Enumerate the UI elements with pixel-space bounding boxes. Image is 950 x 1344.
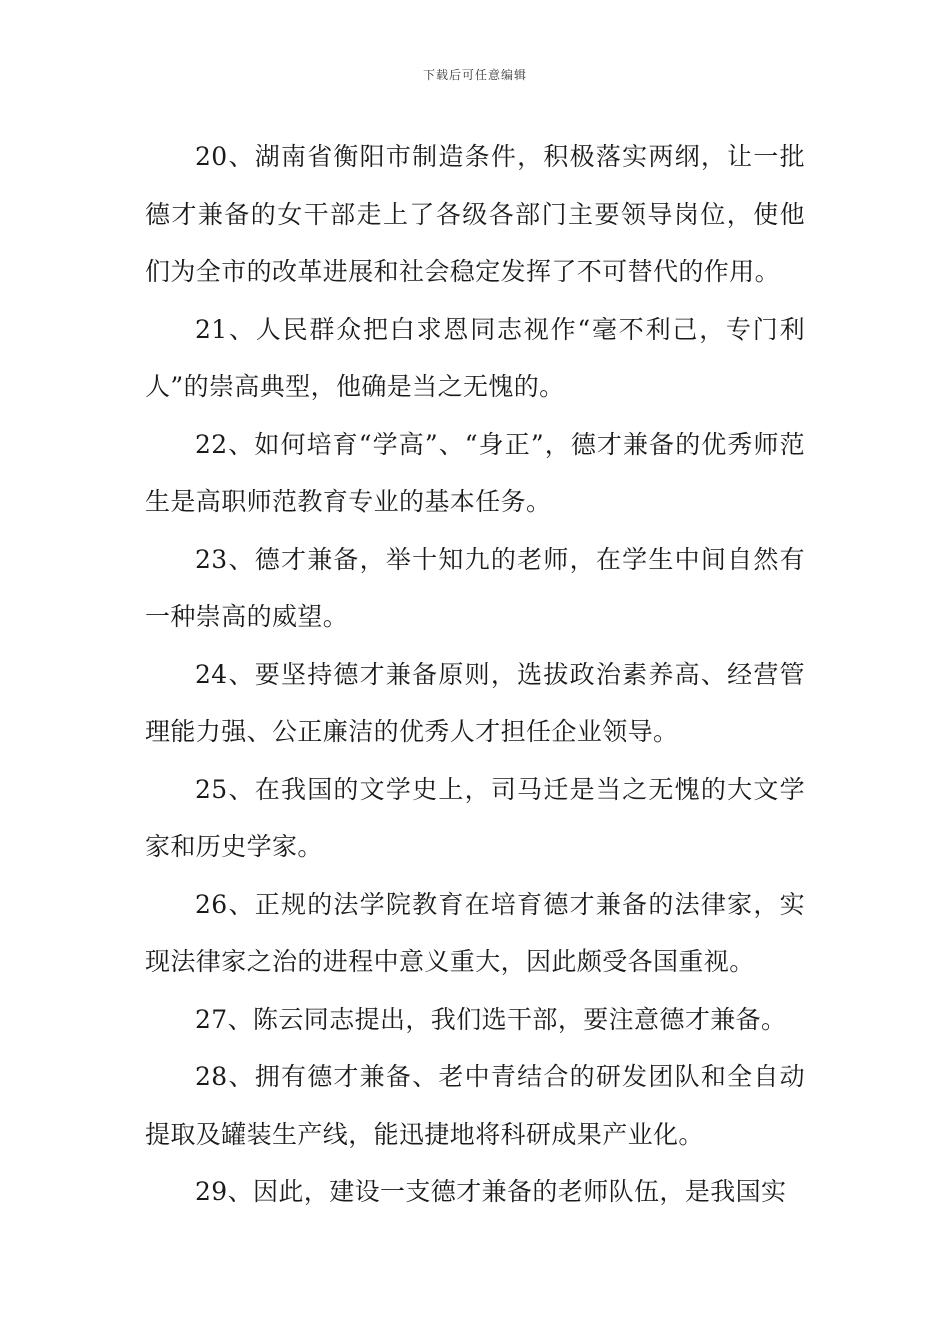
paragraph-23: 23、德才兼备，举十知九的老师，在学生中间自然有一种崇高的威望。 [145,544,805,631]
paragraph-29: 29、因此，建设一支德才兼备的老师队伍，是我国实 [195,1177,787,1206]
paragraph-27: 27、陈云同志提出，我们选干部，要注意德才兼备。 [195,1004,787,1034]
paragraph-21: 21、人民群众把白求恩同志视作“毫不利己，专门利人”的崇高典型，他确是当之无愧的。 [145,314,805,401]
paragraph-25: 25、在我国的文学史上，司马迁是当之无愧的大文学家和历史学家。 [145,774,805,861]
paragraph-22: 22、如何培育“学高”、“身正”，德才兼备的优秀师范生是高职师范教育专业的基本任务。 [145,429,805,516]
paragraph-20: 20、湖南省衡阳市制造条件，积极落实两纲，让一批德才兼备的女干部走上了各级各部门主要领导岗位，使他们为全市的改革进展和社会稳定发挥了不可替代的作用。 [145,142,805,286]
paragraph-26: 26、正规的法学院教育在培育德才兼备的法律家，实现法律家之治的进程中意义重大，因此颇受各国重视。 [145,889,805,976]
document-body [145,128,805,1221]
paragraph-24: 24、要坚持德才兼备原则，选拔政治素养高、经营管理能力强、公正廉洁的优秀人才担任企业领导。 [145,659,805,746]
page-header: 下载后可任意编辑 [422,68,527,82]
paragraph-28: 28、拥有德才兼备、老中青结合的研发团队和全自动提取及罐装生产线，能迅捷地将科研成果产业化。 [145,1062,805,1149]
